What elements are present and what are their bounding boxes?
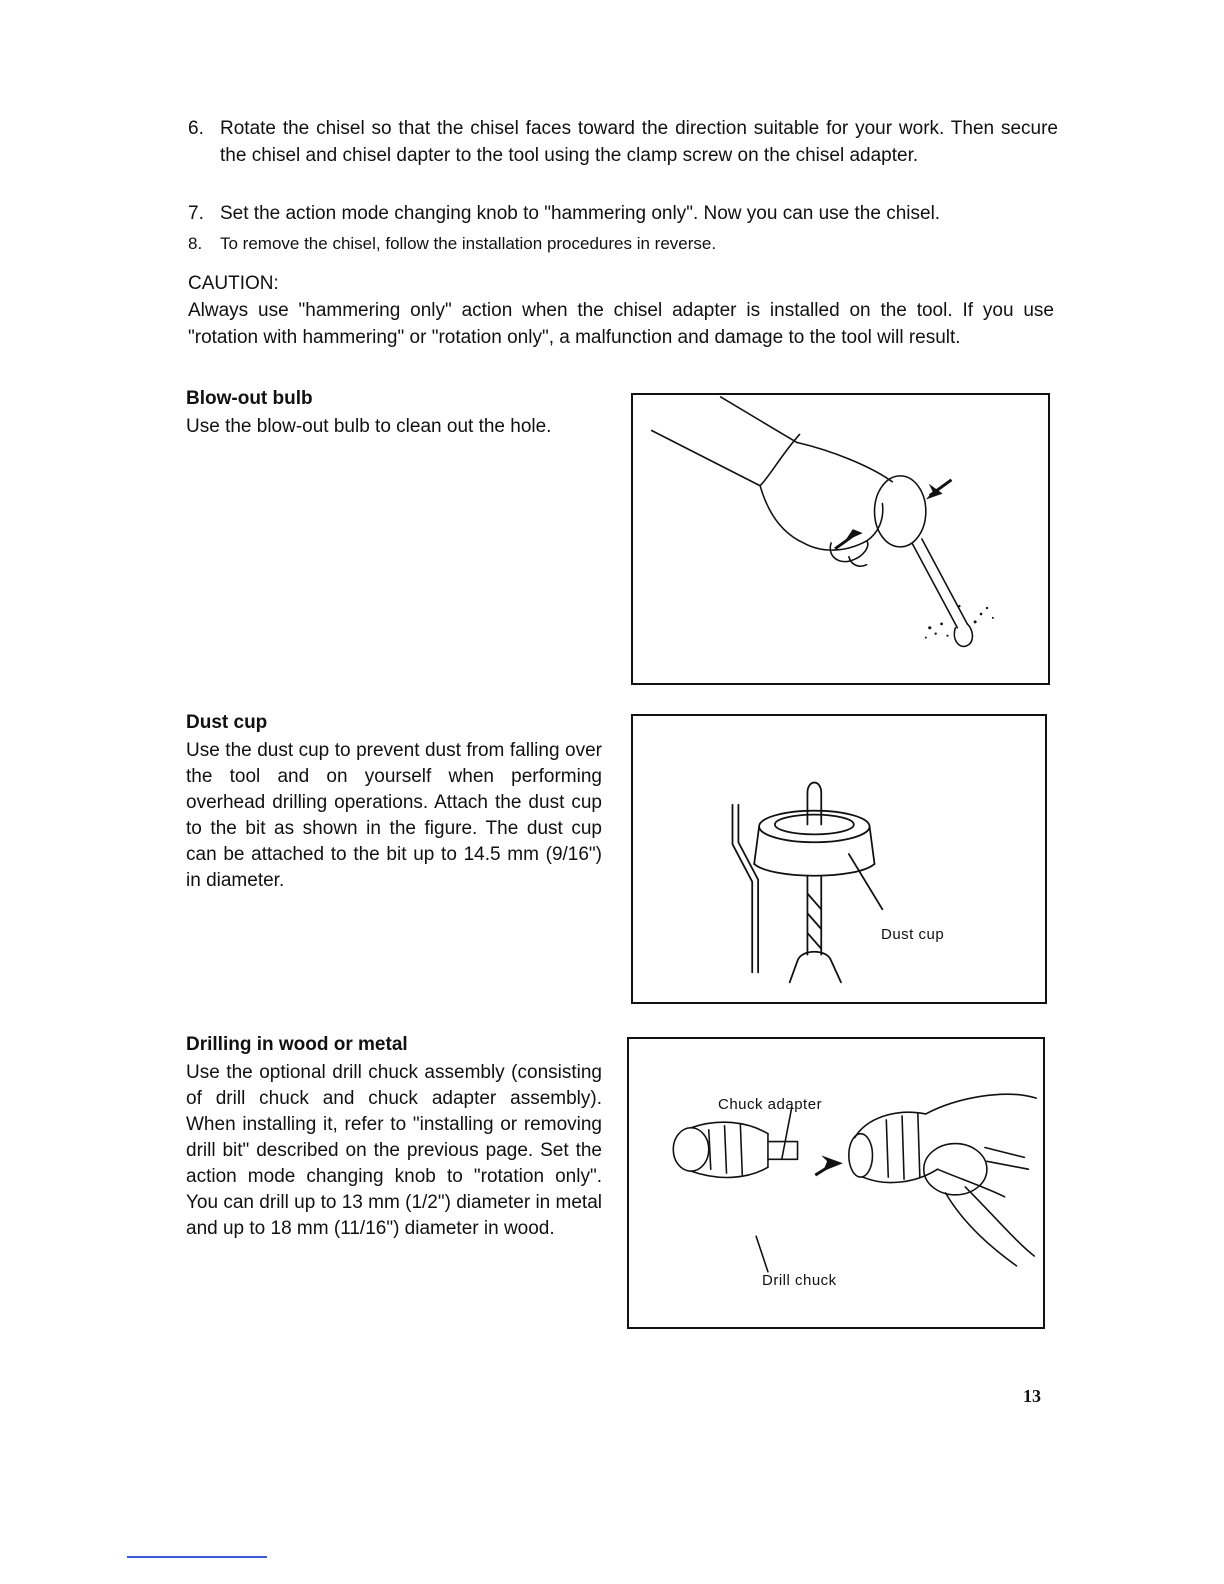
page-number: 13 bbox=[1023, 1386, 1041, 1406]
step-number: 8. bbox=[188, 234, 203, 253]
step-7 bbox=[188, 200, 1058, 227]
step-text: Rotate the chisel so that the chisel faces toward the direction suitable for your work. Then secure the chisel and chisel dapter to the tool using the clamp screw on the chisel adapter. bbox=[220, 118, 1058, 166]
section-title: Drilling in wood or metal bbox=[186, 1034, 408, 1055]
step-number: 7. bbox=[188, 203, 204, 224]
section-title: Dust cup bbox=[186, 712, 268, 733]
dust-cup-figure bbox=[631, 714, 1047, 1004]
step-number: 6. bbox=[188, 118, 204, 139]
caution-text: Always use "hammering only" action when the chisel adapter is installed on the tool. If you use "rotation with hammering" or "rotation only", a malfunction and damage to the tool will result. bbox=[188, 300, 1054, 348]
section-title: Blow-out bulb bbox=[186, 388, 313, 409]
section-text: Use the blow-out bulb to clean out the hole. bbox=[186, 416, 552, 437]
dust-cup-label: Dust cup bbox=[881, 926, 945, 943]
step-text: Set the action mode changing knob to "hammering only". Now you can use the chisel. bbox=[220, 203, 941, 224]
step-text: To remove the chisel, follow the installation procedures in reverse. bbox=[220, 234, 717, 253]
step-6 bbox=[188, 115, 1058, 169]
caution-heading: CAUTION: bbox=[188, 273, 279, 294]
footer-rule bbox=[127, 1556, 267, 1558]
chuck-adapter-label: Chuck adapter bbox=[718, 1096, 823, 1113]
drill-chuck-figure bbox=[627, 1037, 1045, 1329]
drill-chuck-label: Drill chuck bbox=[762, 1272, 837, 1289]
caution-block bbox=[188, 270, 1054, 351]
section-text: Use the dust cup to prevent dust from falling over the tool and on yourself when performing overhead drilling operations. Attach the dust cup to the bit as shown in the figure. The dust cup can be attached to the bit up to 14.5 mm (9/16") in diameter. bbox=[186, 740, 602, 891]
blow-out-section bbox=[186, 386, 602, 440]
blow-out-bulb-figure bbox=[631, 393, 1050, 685]
blow-out-bulb-illustration bbox=[633, 395, 1048, 683]
step-8 bbox=[188, 230, 1058, 257]
dust-cup-section bbox=[186, 710, 602, 894]
drilling-section bbox=[186, 1032, 602, 1242]
dust-cup-illustration bbox=[633, 716, 1045, 1002]
section-text: Use the optional drill chuck assembly (consisting of drill chuck and chuck adapter assembly). When installing it, refer to "installing or removing drill bit" described on the previous page. Set the action mode changing knob to "rotation only". You can drill up to 13 mm (1/2") diameter in metal and up to 18 mm (11/16") diameter in wood. bbox=[186, 1062, 602, 1239]
